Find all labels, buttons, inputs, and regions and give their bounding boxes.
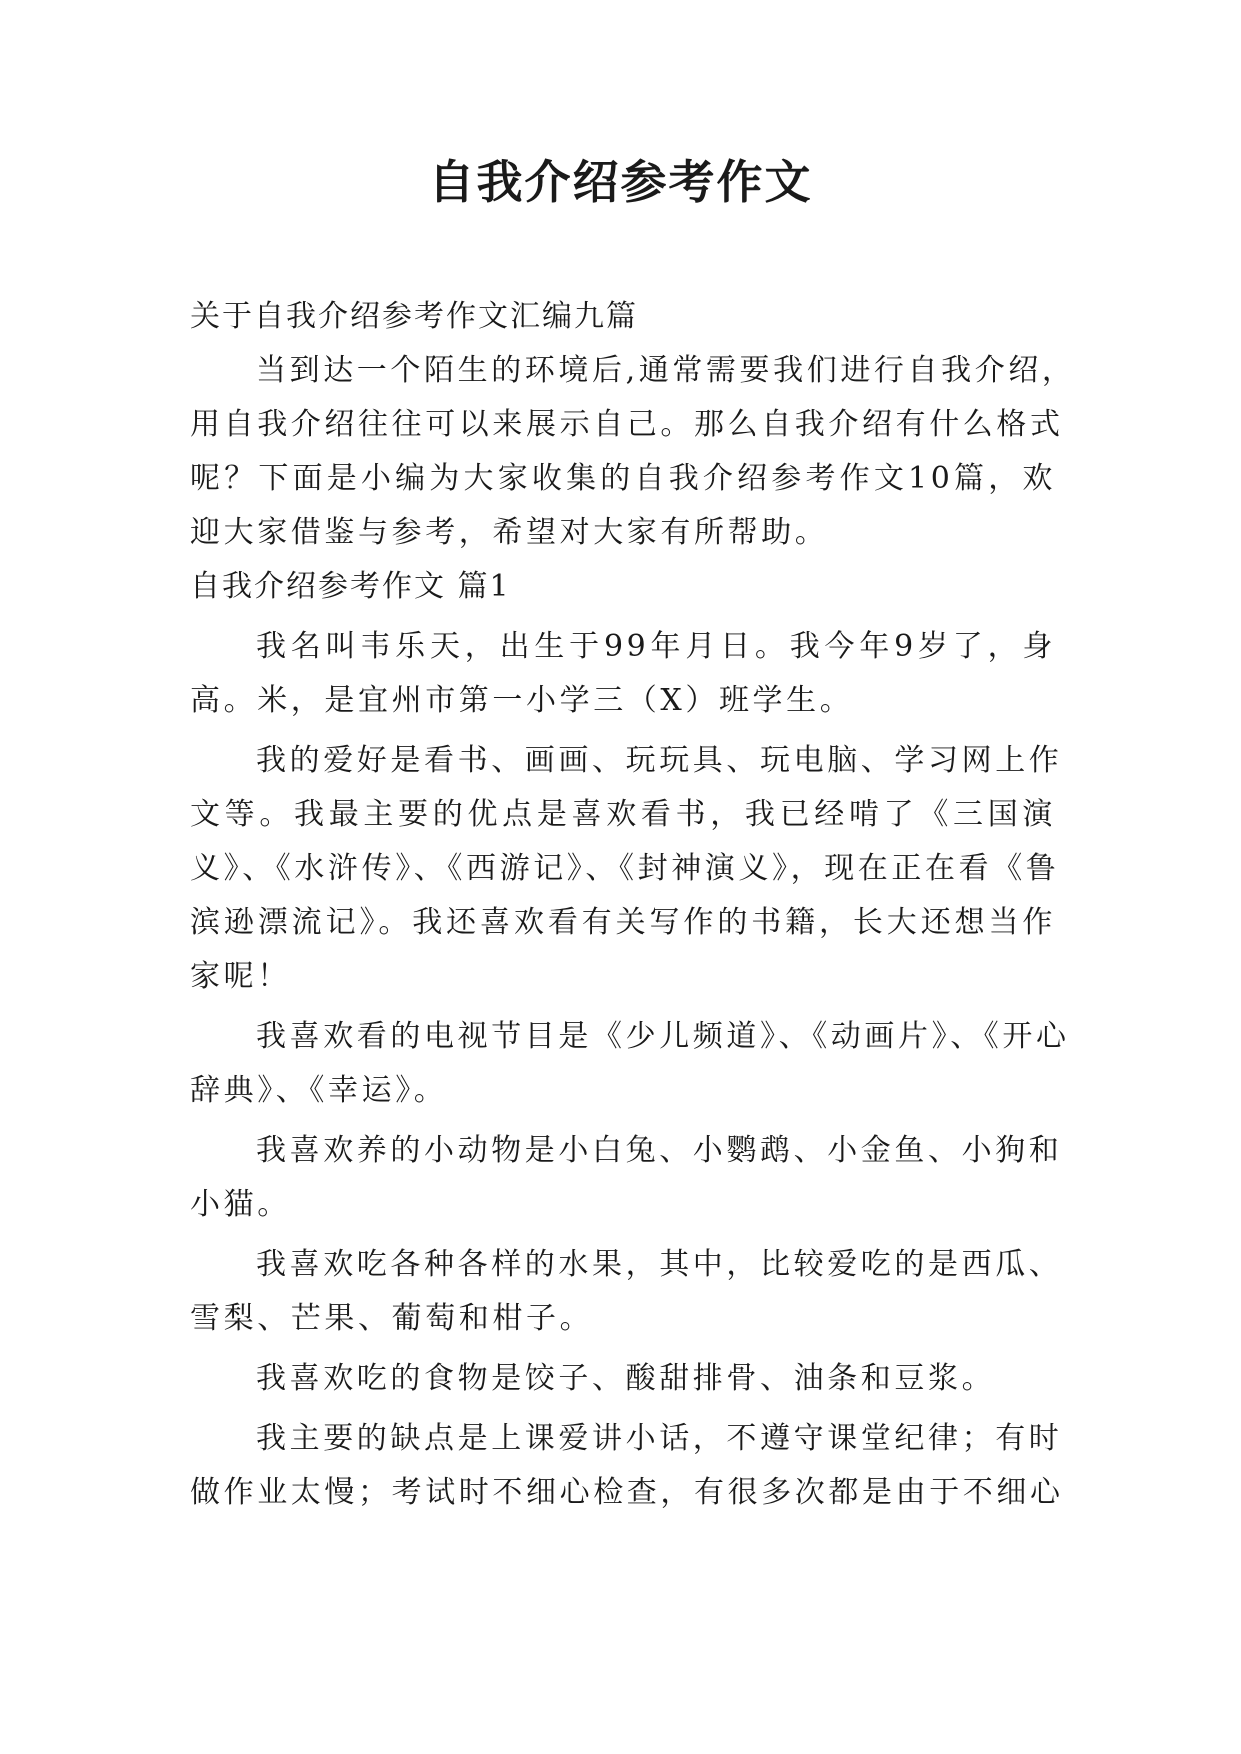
paragraph-line: 家呢！ [190, 959, 291, 994]
paragraph-line: 小猫。 [190, 1187, 291, 1222]
paragraph-line: 文等。我最主要的优点是喜欢看书，我已经啃了《三国演 [190, 797, 1056, 832]
paragraph-line: 雪梨、芒果、葡萄和柑子。 [190, 1301, 594, 1336]
intro-paragraph-line: 用自我介绍往往可以来展示自己。那么自我介绍有什么格式 [190, 407, 1064, 442]
paragraph-line: 辞典》、《幸运》。 [190, 1073, 448, 1108]
paragraph-line: 我喜欢吃各种各样的水果，其中，比较爱吃的是西瓜、 [256, 1247, 1063, 1282]
paragraph-line: 我喜欢养的小动物是小白兔、小鹦鹉、小金鱼、小狗和 [256, 1133, 1063, 1168]
paragraph-line: 滨逊漂流记》。我还喜欢看有关写作的书籍，长大还想当作 [190, 905, 1056, 940]
paragraph-line: 做作业太慢；考试时不细心检查，有很多次都是由于不细心 [190, 1475, 1064, 1510]
paragraph-line: 高。米，是宜州市第一小学三（X）班学生。 [190, 683, 854, 718]
intro-paragraph-line: 迎大家借鉴与参考，希望对大家有所帮助。 [190, 515, 829, 550]
document-title: 自我介绍参考作文 [428, 155, 813, 209]
document-body [190, 290, 1076, 1520]
paragraph-line: 我喜欢看的电视节目是《少儿频道》、《动画片》、《开心 [256, 1019, 1070, 1054]
subtitle-line: 关于自我介绍参考作文汇编九篇 [190, 299, 638, 334]
section-heading: 自我介绍参考作文 篇1 [190, 569, 511, 604]
intro-paragraph-line: 呢？下面是小编为大家收集的自我介绍参考作文10篇，欢 [190, 461, 1056, 496]
paragraph-line: 我名叫韦乐天，出生于99年月日。我今年9岁了，身 [256, 629, 1056, 664]
paragraph-line: 我喜欢吃的食物是饺子、酸甜排骨、油条和豆浆。 [256, 1361, 996, 1396]
paragraph-line: 我主要的缺点是上课爱讲小话，不遵守课堂纪律；有时 [256, 1421, 1063, 1456]
intro-paragraph-line: 当到达一个陌生的环境后,通常需要我们进行自我介绍， [256, 353, 1076, 388]
paragraph-line: 我的爱好是看书、画画、玩玩具、玩电脑、学习网上作 [256, 743, 1063, 778]
paragraph-line: 义》、《水浒传》、《西游记》、《封神演义》，现在正在看《鲁 [190, 851, 1060, 886]
